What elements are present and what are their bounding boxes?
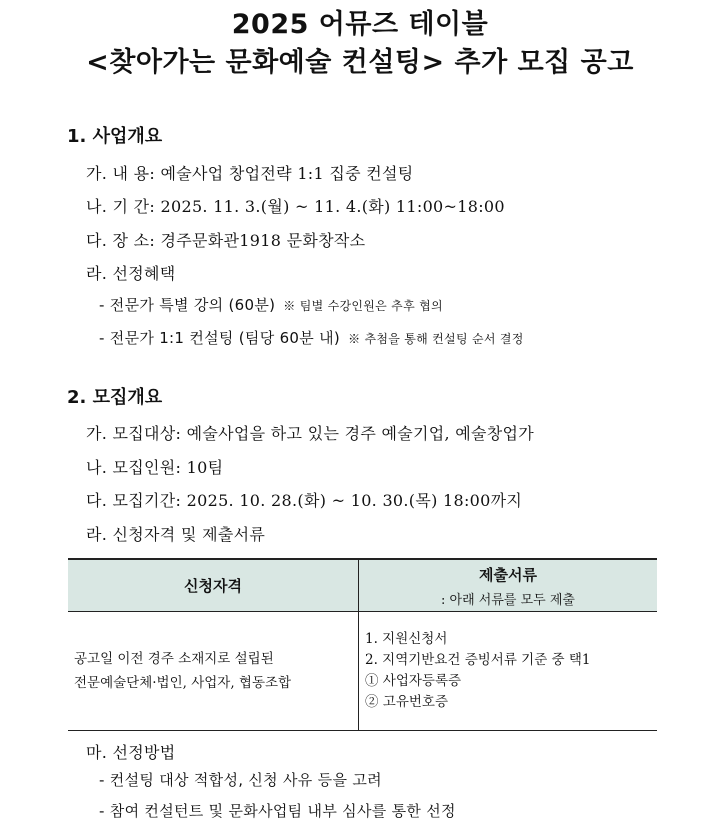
title-line1: 2025 어뮤즈 테이블	[231, 9, 489, 40]
selection-item: - 참여 컨설턴트 및 문화사업팀 내부 심사를 통한 선정	[99, 802, 456, 820]
title-line2: <찾아가는 문화예술 컨설팅> 추가 모집 공고	[86, 47, 634, 78]
section1-item-content: 가. 내 용: 예술사업 창업전략 1:1 집중 컨설팅	[86, 164, 414, 183]
table-row	[68, 612, 657, 731]
table-header-documents	[359, 559, 658, 612]
document-line: 1. 지원신청서	[365, 631, 448, 647]
document-line: ② 고유번호증	[365, 694, 448, 710]
benefit-note: ※ 추첨을 통해 컨설팅 순서 결정	[348, 332, 524, 346]
section2-heading: 2. 모집개요	[67, 387, 163, 408]
section1-item-period: 나. 기 간: 2025. 11. 3.(월) ~ 11. 4.(화) 11:00~18:00	[86, 197, 505, 216]
qualification-table	[68, 558, 657, 731]
benefit-text: - 전문가 특별 강의 (60분)	[99, 296, 276, 314]
qualification-line: 공고일 이전 경주 소재지로 설립된	[74, 651, 274, 667]
selection-item: - 컨설팅 대상 적합성, 신청 사유 등을 고려	[99, 771, 382, 789]
section2-item-qualification: 라. 신청자격 및 제출서류	[86, 525, 266, 544]
benefit-text: - 전문가 1:1 컨설팅 (팀당 60분 내)	[99, 329, 341, 347]
document-line: ① 사업자등록증	[365, 673, 462, 689]
documents-cell	[359, 612, 658, 731]
table-header-qualification: 신청자격	[68, 559, 359, 612]
document-line: 2. 지역기반요건 증빙서류 기준 중 택1	[365, 652, 591, 668]
section1-heading: 1. 사업개요	[67, 126, 163, 147]
selection-heading: 마. 선정방법	[86, 743, 176, 762]
section1-item-benefits: 라. 선정혜택	[86, 264, 176, 283]
qualification-line: 전문예술단체·법인, 사업자, 협동조합	[74, 675, 292, 691]
benefit-item-lecture	[99, 294, 443, 315]
benefit-note: ※ 팀별 수강인원은 추후 협의	[283, 299, 443, 313]
section2-item-target: 가. 모집대상: 예술사업을 하고 있는 경주 예술기업, 예술창업가	[86, 424, 535, 443]
benefit-item-consulting	[99, 327, 524, 348]
section2-item-period: 다. 모집기간: 2025. 10. 28.(화) ~ 10. 30.(목) 18:00까지	[86, 491, 523, 510]
documents-header-sub: : 아래 서류를 모두 제출	[441, 592, 575, 608]
qualification-cell	[68, 612, 359, 731]
documents-header-title: 제출서류	[479, 565, 537, 584]
section1-item-location: 다. 장 소: 경주문화관1918 문화창작소	[86, 231, 366, 250]
section2-item-count: 나. 모집인원: 10팀	[86, 458, 224, 477]
